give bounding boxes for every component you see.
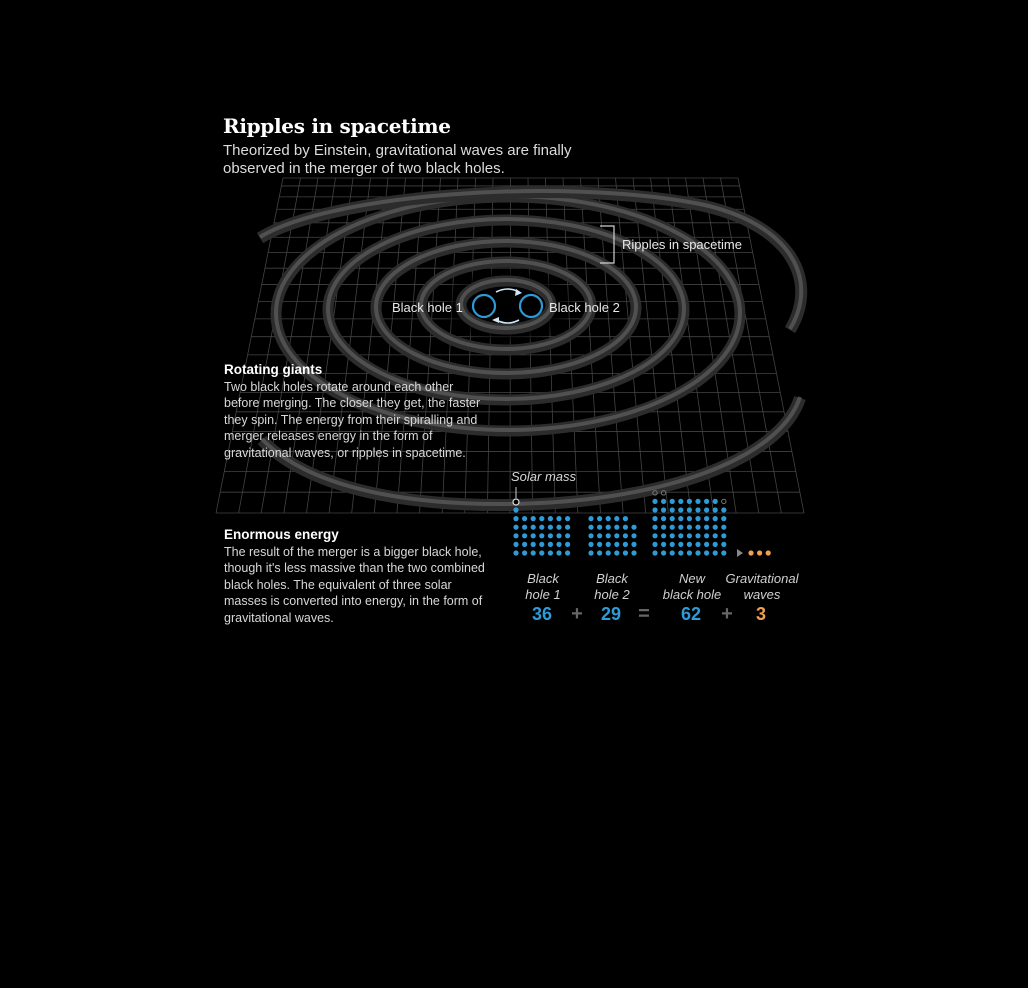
- solar-mass-dot-black-hole-1: [513, 507, 518, 512]
- solar-mass-dot-new-black-hole: [661, 516, 666, 521]
- arrow-icon: [737, 549, 743, 557]
- black-hole-1: [473, 295, 495, 317]
- solar-mass-dot-black-hole-2: [588, 516, 593, 521]
- solar-mass-dot-black-hole-2: [623, 550, 628, 555]
- solar-mass-dot-gravitational-waves: [766, 550, 771, 555]
- equals-operator: =: [638, 603, 650, 625]
- solar-mass-dot-new-black-hole: [695, 542, 700, 547]
- solar-mass-dot-black-hole-1: [565, 550, 570, 555]
- solar-mass-dot-black-hole-2: [588, 550, 593, 555]
- solar-mass-dot-black-hole-1: [513, 542, 518, 547]
- solar-mass-dot-black-hole-2: [631, 550, 636, 555]
- solar-mass-dot-new-black-hole: [713, 516, 718, 521]
- solar-mass-dot-black-hole-2: [623, 525, 628, 530]
- solar-mass-dot-gravitational-waves: [757, 550, 762, 555]
- solar-mass-dot-black-hole-2: [606, 525, 611, 530]
- solar-mass-dot-black-hole-2: [631, 542, 636, 547]
- solar-mass-dot-black-hole-1: [556, 550, 561, 555]
- solar-mass-dot-new-black-hole: [670, 516, 675, 521]
- solar-mass-dot-black-hole-1: [565, 542, 570, 547]
- solar-mass-dot-black-hole-1: [531, 516, 536, 521]
- solar-mass-dot-black-hole-1: [531, 533, 536, 538]
- solar-mass-dot-black-hole-2: [631, 533, 636, 538]
- caption-line: New: [678, 571, 705, 586]
- solar-mass-dot-new-black-hole: [704, 550, 709, 555]
- solar-mass-dot-black-hole-1: [539, 516, 544, 521]
- solar-mass-dot-black-hole-1: [539, 542, 544, 547]
- solar-mass-dot-new-black-hole: [670, 507, 675, 512]
- caption-line: Black: [596, 571, 628, 586]
- solar-mass-dot-new-black-hole: [687, 516, 692, 521]
- solar-mass-dot-new-black-hole: [678, 516, 683, 521]
- black-hole-2: [520, 295, 542, 317]
- caption-black-hole-2: [574, 571, 650, 603]
- caption-gravitational-waves: [717, 571, 807, 603]
- solar-mass-dot-new-black-hole: [652, 499, 657, 504]
- solar-mass-dot-new-black-hole: [721, 550, 726, 555]
- solar-mass-dot-new-black-hole: [704, 542, 709, 547]
- solar-mass-dot-black-hole-1: [556, 525, 561, 530]
- solar-mass-dot-black-hole-1: [513, 516, 518, 521]
- page-title: Ripples in spacetime: [223, 114, 451, 138]
- solar-mass-dot-new-black-hole: [678, 507, 683, 512]
- solar-mass-dot-new-black-hole: [713, 542, 718, 547]
- value-black-hole-1: 36: [531, 604, 553, 624]
- enormous-energy-text: The result of the merger is a bigger black hole, though it's less massive than the two combined black holes. The equivalent of three solar masses is converted into energy, in the form of gravitational waves.: [224, 545, 485, 625]
- solar-mass-dot-black-hole-1: [565, 525, 570, 530]
- solar-mass-dot-new-black-hole: [670, 533, 675, 538]
- caption-line: hole 2: [594, 587, 630, 602]
- solar-mass-dot-black-hole-1: [548, 542, 553, 547]
- solar-mass-dot-new-black-hole: [678, 533, 683, 538]
- solar-mass-dot-new-black-hole: [687, 542, 692, 547]
- solar-mass-dot-new-black-hole: [713, 499, 718, 504]
- solar-mass-dot-new-black-hole: [721, 533, 726, 538]
- solar-mass-dot-black-hole-2: [588, 533, 593, 538]
- solar-mass-dot-black-hole-1: [565, 533, 570, 538]
- solar-mass-dot-new-black-hole: [678, 542, 683, 547]
- rotating-giants-text: Two black holes rotate around each other before merging. The closer they get, the faster they spin. The energy from their spiralling and merger releases energy in the form of gravitational waves, or ripples in spacetime.: [224, 380, 481, 460]
- caption-line: Gravitational: [725, 571, 799, 586]
- value-black-hole-2: 29: [600, 604, 622, 624]
- solar-mass-dot-new-black-hole: [678, 550, 683, 555]
- solar-mass-dot-new-black-hole: [695, 533, 700, 538]
- solar-mass-dot-new-black-hole: [661, 542, 666, 547]
- plus-operator: +: [721, 603, 733, 625]
- solar-mass-dot-new-black-hole: [695, 516, 700, 521]
- solar-mass-key-dot: [513, 499, 519, 505]
- solar-mass-dot-black-hole-2: [614, 525, 619, 530]
- solar-mass-dot-black-hole-1: [531, 550, 536, 555]
- solar-mass-dot-new-black-hole: [713, 550, 718, 555]
- solar-mass-dot-black-hole-2: [623, 533, 628, 538]
- solar-mass-dot-new-black-hole: [652, 507, 657, 512]
- solar-mass-dot-black-hole-1: [513, 525, 518, 530]
- solar-mass-dot-new-black-hole: [661, 525, 666, 530]
- solar-mass-dot-black-hole-1: [513, 533, 518, 538]
- solar-mass-dot-new-black-hole: [670, 499, 675, 504]
- solar-mass-dot-new-black-hole: [687, 550, 692, 555]
- solar-mass-dot-new-black-hole: [695, 507, 700, 512]
- caption-line: hole 1: [525, 587, 561, 602]
- caption-line: black hole: [662, 587, 722, 602]
- solar-mass-dot-black-hole-2: [606, 533, 611, 538]
- solar-mass-dot-black-hole-2: [606, 516, 611, 521]
- solar-mass-dot-new-black-hole: [721, 516, 726, 521]
- solar-mass-dot-black-hole-1: [539, 533, 544, 538]
- solar-mass-dot-new-black-hole: [670, 525, 675, 530]
- black-hole-1-label: Black hole 1: [392, 300, 463, 315]
- solar-mass-dot-new-black-hole: [670, 550, 675, 555]
- solar-mass-dot-black-hole-2: [614, 516, 619, 521]
- solar-mass-dot-new-black-hole: [678, 499, 683, 504]
- solar-mass-dot-new-black-hole: [652, 542, 657, 547]
- solar-mass-dot-black-hole-2: [614, 542, 619, 547]
- solar-mass-dot-black-hole-1: [522, 542, 527, 547]
- solar-mass-dot-new-black-hole: [687, 525, 692, 530]
- solar-mass-dot-lost: [722, 499, 726, 503]
- solar-mass-dot-black-hole-1: [522, 516, 527, 521]
- caption-line: Black: [527, 571, 559, 586]
- solar-mass-dot-black-hole-2: [597, 533, 602, 538]
- value-new-black-hole: 62: [680, 604, 702, 624]
- solar-mass-dot-black-hole-2: [597, 550, 602, 555]
- solar-mass-dot-new-black-hole: [713, 533, 718, 538]
- solar-mass-dot-black-hole-2: [606, 542, 611, 547]
- solar-mass-dot-new-black-hole: [661, 550, 666, 555]
- solar-mass-dot-new-black-hole: [721, 525, 726, 530]
- solar-mass-dot-black-hole-1: [556, 516, 561, 521]
- solar-mass-dot-black-hole-1: [531, 525, 536, 530]
- caption-line: waves: [743, 587, 781, 602]
- solar-mass-dot-black-hole-1: [539, 550, 544, 555]
- solar-mass-dot-new-black-hole: [687, 533, 692, 538]
- value-gravitational-waves: 3: [755, 604, 766, 624]
- solar-mass-dot-new-black-hole: [713, 525, 718, 530]
- plus-operator: +: [571, 603, 583, 625]
- solar-mass-dot-new-black-hole: [713, 507, 718, 512]
- solar-mass-dot-new-black-hole: [652, 550, 657, 555]
- solar-mass-dot-new-black-hole: [695, 499, 700, 504]
- solar-mass-dot-black-hole-2: [623, 516, 628, 521]
- solar-mass-dot-black-hole-2: [614, 533, 619, 538]
- solar-mass-dot-black-hole-1: [548, 525, 553, 530]
- solar-mass-dot-new-black-hole: [652, 533, 657, 538]
- solar-mass-dot-black-hole-1: [556, 542, 561, 547]
- black-hole-2-label: Black hole 2: [549, 300, 620, 315]
- solar-mass-dot-new-black-hole: [661, 533, 666, 538]
- solar-mass-dot-black-hole-2: [588, 542, 593, 547]
- solar-mass-dot-black-hole-2: [623, 542, 628, 547]
- solar-mass-dot-new-black-hole: [670, 542, 675, 547]
- caption-black-hole-1: [505, 571, 581, 603]
- solar-mass-dot-new-black-hole: [687, 507, 692, 512]
- solar-mass-dot-new-black-hole: [661, 507, 666, 512]
- solar-mass-dot-black-hole-1: [522, 525, 527, 530]
- solar-mass-dot-new-black-hole: [661, 499, 666, 504]
- ripples-label: Ripples in spacetime: [622, 237, 742, 252]
- solar-mass-dot-new-black-hole: [695, 525, 700, 530]
- rotating-giants-heading: Rotating giants: [224, 362, 323, 377]
- solar-mass-dot-black-hole-1: [531, 542, 536, 547]
- solar-mass-dot-black-hole-1: [539, 525, 544, 530]
- solar-mass-dot-black-hole-1: [522, 533, 527, 538]
- solar-mass-dot-black-hole-2: [597, 525, 602, 530]
- solar-mass-dot-new-black-hole: [678, 525, 683, 530]
- solar-mass-dot-black-hole-1: [556, 533, 561, 538]
- solar-mass-dot-new-black-hole: [652, 525, 657, 530]
- solar-mass-dot-black-hole-2: [606, 550, 611, 555]
- solar-mass-dot-black-hole-1: [548, 533, 553, 538]
- solar-mass-dot-black-hole-1: [548, 516, 553, 521]
- enormous-energy-heading: Enormous energy: [224, 527, 339, 542]
- solar-mass-dot-black-hole-2: [631, 525, 636, 530]
- solar-mass-dot-new-black-hole: [704, 525, 709, 530]
- solar-mass-dot-new-black-hole: [695, 550, 700, 555]
- solar-mass-label: Solar mass: [511, 469, 577, 484]
- solar-mass-dot-black-hole-2: [597, 542, 602, 547]
- solar-mass-dot-new-black-hole: [704, 499, 709, 504]
- solar-mass-dot-new-black-hole: [704, 533, 709, 538]
- solar-mass-dot-black-hole-1: [565, 516, 570, 521]
- solar-mass-dot-gravitational-waves: [748, 550, 753, 555]
- solar-mass-dot-new-black-hole: [704, 516, 709, 521]
- solar-mass-dot-new-black-hole: [721, 542, 726, 547]
- solar-mass-dot-new-black-hole: [687, 499, 692, 504]
- solar-mass-dot-black-hole-2: [597, 516, 602, 521]
- solar-mass-dot-new-black-hole: [721, 507, 726, 512]
- solar-mass-dot-black-hole-1: [548, 550, 553, 555]
- solar-mass-dot-black-hole-1: [522, 550, 527, 555]
- page-subtitle: Theorized by Einstein, gravitational waves are finally observed in the merger of two black holes.: [223, 142, 572, 177]
- solar-mass-dot-black-hole-2: [588, 525, 593, 530]
- solar-mass-dot-black-hole-2: [614, 550, 619, 555]
- solar-mass-dot-new-black-hole: [652, 516, 657, 521]
- solar-mass-dot-new-black-hole: [704, 507, 709, 512]
- solar-mass-dot-black-hole-1: [513, 550, 518, 555]
